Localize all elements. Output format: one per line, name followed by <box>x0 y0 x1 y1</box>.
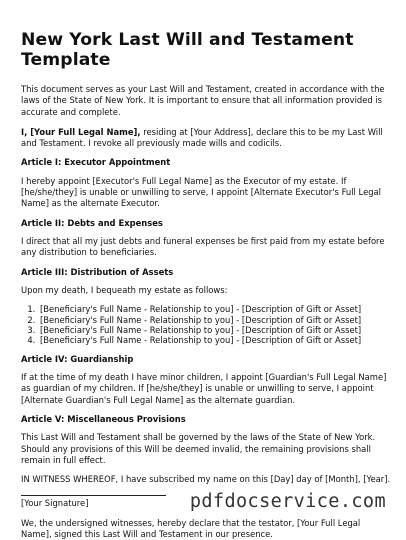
article-3-heading: Article III: Distribution of Assets <box>21 266 174 277</box>
declaration-text: residing at [Your Address], declare this to be my Last Will and Testament. I revoke all previously made wills and codicils. <box>21 126 383 149</box>
declaration-paragraph <box>21 127 391 150</box>
article-1-text: I hereby appoint [Executor's Full Legal Name] as the Executor of my estate. If [he/she/they] is unable or unwilling to serve, I appoint [Alternate Executor's Full Legal Name] as the alternate Executor. <box>21 175 381 209</box>
beneficiary-list <box>21 304 391 346</box>
declaration-name: I, [Your Full Legal Name], <box>21 126 141 137</box>
article-3-text: Upon my death, I bequeath my estate as follows: <box>21 284 228 295</box>
document-page <box>21 30 391 540</box>
signature-line <box>21 495 166 496</box>
witness-clause: IN WITNESS WHEREOF, I have subscribed my name on this [Day] day of [Month], [Year]. <box>21 474 391 485</box>
list-item: 1. [Beneficiary's Full Name - Relationship to you] - [Description of Gift or Asset] <box>38 304 391 314</box>
document-title: New York Last Will and Testament Template <box>21 30 354 70</box>
article-4-text: If at the time of my death I have minor children, I appoint [Guardian's Full Legal Name] as guardian of my children. If [he/she/they] is unable or unwilling to serve, I appoint [Alternate Guardian's Full Legal Name] as the alternate guardian. <box>21 372 387 405</box>
list-item: 2. [Beneficiary's Full Name - Relationship to you] - [Description of Gift or Asset] <box>38 315 391 325</box>
signature-label: [Your Signature] <box>21 498 89 509</box>
article-4-heading: Article IV: Guardianship <box>21 353 134 364</box>
watermark-text: pdfdocservice.com <box>189 491 386 512</box>
article-2-text: I direct that all my just debts and funeral expenses be first paid from my estate before any distribution to beneficiaries. <box>21 235 385 258</box>
article-5-text: This Last Will and Testament shall be governed by the laws of the State of New York. Should any provisions of this Will be deemed invalid, the remaining provisions shall remain in full effect. <box>21 432 376 465</box>
intro-paragraph: This document serves as your Last Will and Testament, created in accordance with the laws of the State of New York. It is important to ensure that all information provided is accurate and complete. <box>21 84 385 117</box>
article-5-heading: Article V: Miscellaneous Provisions <box>21 413 186 424</box>
article-1-heading: Article I: Executor Appointment <box>21 157 171 168</box>
article-2-heading: Article II: Debts and Expenses <box>21 217 163 228</box>
list-item: 3. [Beneficiary's Full Name - Relationship to you] - [Description of Gift or Asset] <box>38 325 391 335</box>
witness-declaration: We, the undersigned witnesses, hereby declare that the testator, [Your Full Legal Name], signed this Last Will and Testament in our presence. <box>21 517 361 540</box>
list-item: 4. [Beneficiary's Full Name - Relationship to you] - [Description of Gift or Asset] <box>38 335 391 345</box>
